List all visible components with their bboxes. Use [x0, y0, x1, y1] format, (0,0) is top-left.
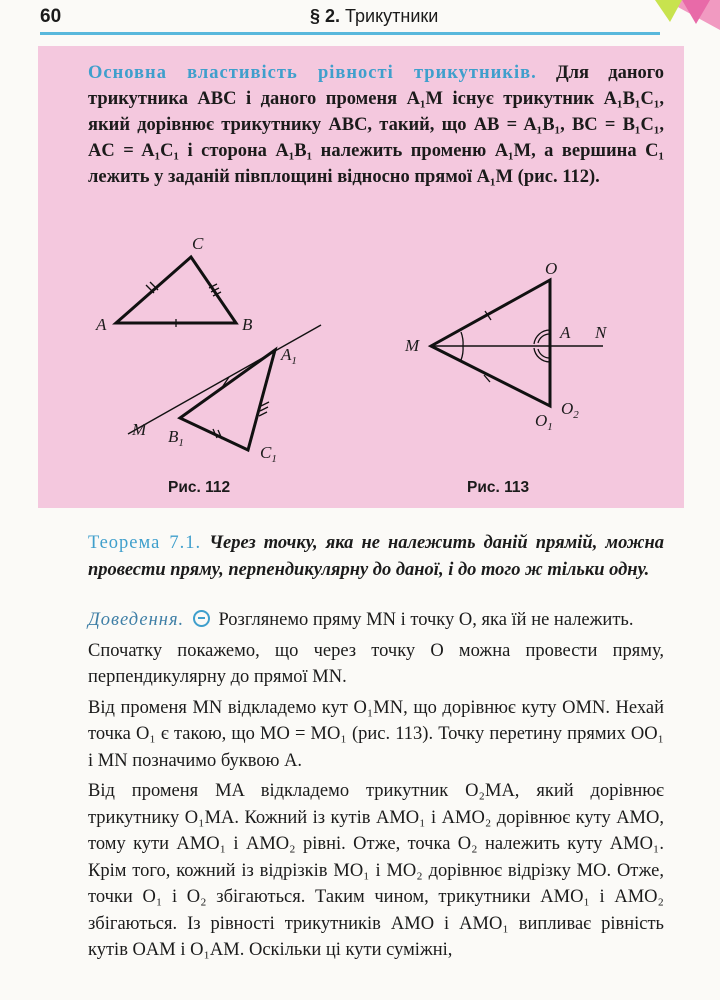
header-rule	[40, 32, 660, 35]
page-number: 60	[40, 6, 62, 27]
label-a: A	[96, 315, 107, 334]
proof-paragraph-1	[88, 607, 664, 634]
label-c: C	[192, 234, 204, 253]
label-m: M	[132, 420, 147, 439]
label-n: N	[595, 323, 607, 342]
label-m2: M	[405, 336, 420, 355]
page-header	[0, 0, 720, 36]
triangle-a1b1c1	[180, 350, 275, 450]
label-b1: $B_1$	[168, 427, 184, 449]
proof-text-1: Розглянемо пряму MN і точку O, яка їй не належить.	[218, 610, 634, 630]
minus-circle-icon	[193, 610, 210, 627]
proof-paragraph-3: Від променя MN відкладемо кут O₁MN, що дорівнює куту OMN. Нехай точка O₁ є такою, що MO = MO₁ (рис. 113). Точку перетину прямих OO₁ і MN позначимо буквою A.	[88, 697, 664, 771]
caption-112: Рис. 112	[168, 479, 231, 496]
theorem-text: Через точку, яка не належить даній прямій, можна провести пряму, перпендикулярну до даної, і до того ж тільки одну.	[88, 533, 664, 580]
label-o: O	[545, 259, 558, 278]
section-prefix: § 2.	[310, 6, 341, 26]
proof-title: Доведення.	[88, 610, 185, 630]
caption-113: Рис. 113	[467, 479, 530, 496]
theorem-title: Теорема 7.1.	[88, 533, 202, 553]
triangle-abc	[116, 257, 236, 323]
section-title	[310, 6, 438, 27]
proof-block	[88, 607, 664, 964]
label-o1: $O_1$	[535, 411, 553, 433]
label-c1: $C_1$	[260, 443, 277, 465]
label-b: B	[242, 315, 253, 334]
label-a1: $A_1$	[281, 345, 297, 367]
ray-m	[128, 325, 321, 434]
proof-paragraph-4: Від променя MA відкладемо трикутник O₂MA, який дорівнює трикутнику O₁MA. Кожний із кутів AMO₁ і AMO₂ дорівнює куту AMO, тому кути AMO₁ і AMO₂ рівні. Отже, точка O₂ належить куту AMO₁. Крім того, кожний із відрізків MO₁ і MO₂ дорівнює відрізку MO. Отже, точки O₁ і O₂ збігаються. Таким чином, трикутники AMO₁ і AMO₂ збігаються. Із рівності трикутників AMO і AMO₁ випливає рівність кутів OAM і O₁AM. Оскільки ці кути суміжні,	[88, 781, 664, 960]
property-text: Для даного трикутника ABC і даного променя A₁M існує трикутник A₁B₁C₁, який дорівнює трикутнику ABC, такий, що AB = A₁B₁, BC = B₁C₁, AC = A₁C₁ і сторона A₁B₁ належить променю A₁M, а вершина C₁ лежить у заданій півплощині відносно прямої A₁M (рис. 112).	[88, 63, 664, 187]
figure-112	[88, 230, 348, 470]
section-name: Трикутники	[345, 6, 439, 26]
label-a2: A	[560, 323, 571, 342]
label-o2: $O_2$	[561, 399, 579, 421]
corner-decoration-icon	[570, 0, 720, 36]
property-paragraph	[88, 60, 664, 190]
proof-paragraph-2: Спочатку покажемо, що через точку O можна провести пряму, перпендикулярну до прямої MN.	[88, 640, 664, 687]
triangle-omo1	[431, 280, 550, 406]
property-title: Основна властивість рівності трикутників.	[88, 63, 537, 83]
theorem-paragraph	[88, 530, 664, 583]
figure-113	[395, 258, 635, 438]
